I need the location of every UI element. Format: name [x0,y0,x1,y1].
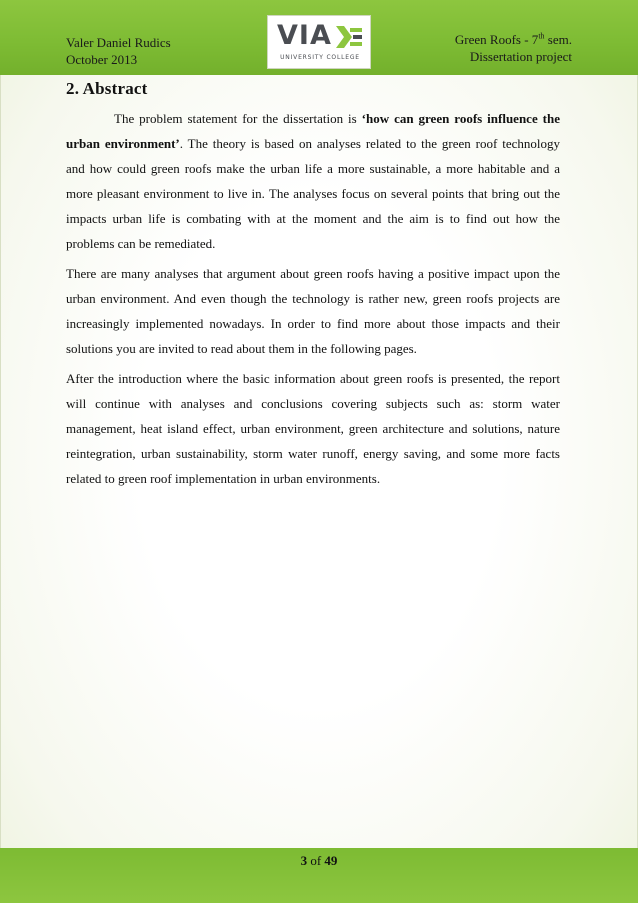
logo-text: VIA [277,20,332,51]
logo-subtitle: UNIVERSITY COLLEGE [280,54,360,61]
author-name: Valer Daniel Rudics [66,35,171,50]
document-type: Dissertation project [469,49,572,64]
course-title-suffix: sem. [544,32,572,47]
abstract-paragraph-1 [66,106,560,256]
header-left [66,34,171,68]
page-of-label: of [307,853,325,868]
via-logo [267,15,371,69]
paragraph-1-intro: The problem statement for the dissertation is [114,111,362,126]
course-title-text: Green Roofs - 7 [454,32,539,47]
main-content [66,78,560,491]
abstract-paragraph-2: There are many analyses that argument about green roofs having a positive impact upon the urban environment. And even though the technology is rather new, green roofs projects are increasingly implemented nowadays. In order to find more about those impacts and their solutions you are invited to read about them in the following pages. [66,266,560,356]
page-current: 3 [300,853,308,868]
problem-statement: ‘how can green roofs influence the urban environment’ [66,111,560,151]
document-date: October 2013 [66,52,138,67]
section-title: 2. Abstract [66,79,148,98]
via-logo-icon [334,24,364,52]
page-total: 49 [324,853,338,868]
course-title-superscript: th [538,31,545,41]
paragraph-1-body: . The theory is based on analyses related to the green roof technology and how could green roofs make the urban life a more sustainable, a more habitable and a more pleasant environment to live in. The analyses focus on several points that bring out the impacts urban life is combating with at the moment and the aim is to find out how the problems can be remediated. [66,136,560,251]
course-title [455,31,572,48]
abstract-paragraph-3: After the introduction where the basic information about green roofs is presented, the report will continue with analyses and conclusions covering subjects such as: storm water management, heat island effect, urban environment, green architecture and solutions, nature reintegration, urban sustainability, storm water runoff, energy saving, and some more facts related to green roof implementation in urban environments. [66,371,560,486]
header-right [455,31,572,65]
page-number [0,853,638,869]
